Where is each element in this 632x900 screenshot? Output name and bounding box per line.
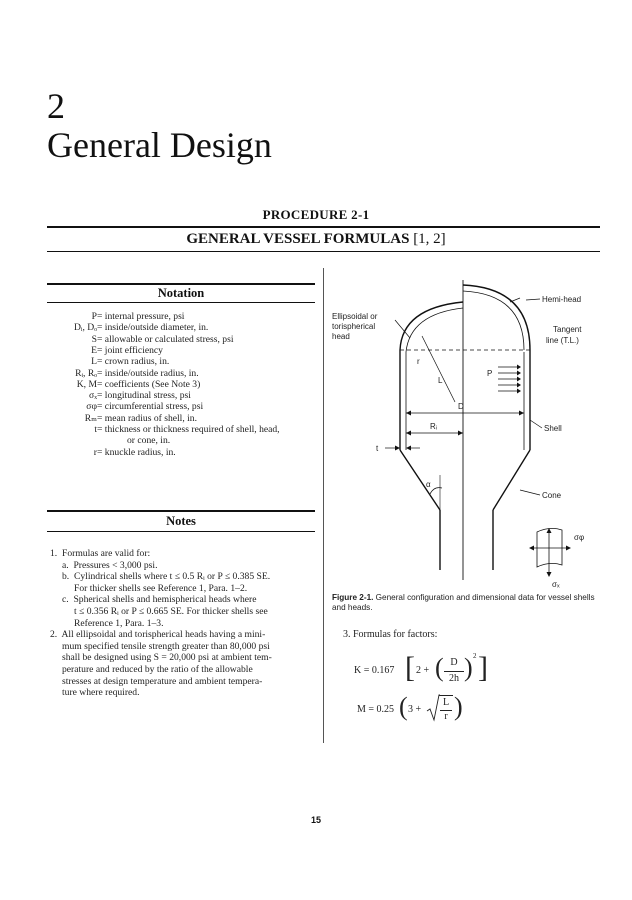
notation-symbol: σₓ <box>89 390 97 402</box>
label-r: r <box>417 357 420 366</box>
formula-K-den: 2h <box>449 673 459 684</box>
notation-row <box>50 334 233 345</box>
formula-M-paren-open: ( <box>399 692 408 721</box>
label-shell: Shell <box>544 424 562 433</box>
formula-M-paren-close: ) <box>454 692 463 721</box>
formula-K-bracket-close: ] <box>478 651 488 684</box>
notation-definition: = circumferential stress, psi <box>97 401 204 413</box>
notation-rule-top <box>47 283 315 285</box>
procedure-label: PROCEDURE 2-1 <box>262 207 370 222</box>
notation-row <box>50 356 169 367</box>
label-cone: Cone <box>542 491 562 500</box>
notation-definition: = joint efficiency <box>97 344 163 356</box>
formula-K-exp: 2 <box>473 652 477 660</box>
notation-definition: = thickness or thickness required of shell, head, <box>97 424 280 435</box>
procedure-rule-bottom <box>47 251 600 252</box>
hemi-head-outline <box>463 285 530 350</box>
notes-list <box>50 548 272 699</box>
column-divider <box>323 268 324 743</box>
notation-definition: = longitudinal stress, psi <box>97 390 191 402</box>
vessel-diagram <box>330 280 610 590</box>
figure-caption-text: General configuration and dimensional data for vessel shells and heads. <box>332 593 595 613</box>
formula-M-num: L <box>442 697 450 708</box>
notes-line: perature and reduced by the ratio of the allowable <box>50 663 253 675</box>
notation-row <box>50 322 208 333</box>
formula-K-num: D <box>450 657 458 668</box>
notation-row <box>50 345 163 356</box>
sqrt-icon <box>426 694 440 722</box>
notation-symbol: σφ <box>86 401 97 413</box>
notation-row <box>50 413 197 424</box>
formula-K-paren-open: ( <box>435 653 444 682</box>
notation-row <box>50 424 280 435</box>
notes-line: c. Spherical shells and hemispherical heads where <box>50 594 257 606</box>
label-Ri: Rᵢ <box>430 422 438 431</box>
notation-definition: or cone, in. <box>127 435 171 447</box>
formula-M-sqrt-bar <box>439 695 453 696</box>
page-number: 15 <box>310 815 321 825</box>
notation-row <box>50 401 203 412</box>
notation-symbol: t <box>94 424 97 435</box>
notes-line: Reference 1, Para. 1–3. <box>50 617 164 629</box>
notation-definition: = mean radius of shell, in. <box>97 412 197 424</box>
notes-rule-top <box>47 510 315 512</box>
notation-symbol: Dᵢ, Dₒ <box>74 322 97 334</box>
figure-caption <box>332 593 607 614</box>
formula-K-paren-close: ) <box>464 653 473 682</box>
formulas-intro: 3. Formulas for factors: <box>343 629 438 640</box>
notation-definition: = allowable or calculated stress, psi <box>97 333 234 345</box>
label-sigma-phi: σφ <box>574 533 585 542</box>
notation-definition: = coefficients (See Note 3) <box>97 378 201 390</box>
label-P: P <box>487 369 493 378</box>
notation-symbol: K, M <box>76 378 97 390</box>
notes-line: 1. Formulas are valid for: <box>50 548 151 559</box>
notes-rule-bottom <box>47 531 315 532</box>
notation-row <box>50 311 184 322</box>
notation-symbol: E <box>91 344 97 356</box>
notes-line: 2. All ellipsoidal and torispherical heads having a mini- <box>50 629 266 641</box>
formula-K-lhs: K = 0.167 <box>354 665 395 676</box>
label-tangent-2: line (T.L.) <box>546 336 579 345</box>
notation-row <box>50 379 200 390</box>
notation-row <box>50 447 176 458</box>
chapter-number: 2 <box>47 86 65 126</box>
label-ellipsoidal-3: head <box>332 332 350 341</box>
label-ellipsoidal-2: torispherical <box>332 322 376 331</box>
label-tangent-1: Tangent <box>553 325 582 334</box>
notes-line: ture where required. <box>50 687 140 699</box>
formula-M-den: r <box>444 711 448 722</box>
notation-heading: Notation <box>157 286 205 300</box>
formula-K-bracket-open: [ <box>405 651 415 684</box>
cone-right-wall <box>493 450 530 510</box>
notation-definition: = knuckle radius, in. <box>97 446 176 458</box>
notation-symbol: S <box>91 333 97 345</box>
procedure-title <box>0 231 632 248</box>
notes-line: t ≤ 0.356 Rᵢ or P ≤ 0.665 SE. For thicker shells see <box>50 605 268 617</box>
notes-heading: Notes <box>166 514 196 528</box>
notation-row <box>50 435 170 446</box>
notation-definition: = crown radius, in. <box>97 356 170 368</box>
notation-row <box>50 390 191 401</box>
procedure-title-text: GENERAL VESSEL FORMULAS <box>186 231 410 247</box>
label-t: t <box>376 444 379 453</box>
label-ellipsoidal-1: Ellipsoidal or <box>332 312 378 321</box>
formula-K-two: 2 + <box>416 665 430 676</box>
procedure-refs: [1, 2] <box>413 231 446 247</box>
chapter-title: General Design <box>47 125 272 165</box>
formula-K-fraction-bar <box>444 671 464 672</box>
notation-symbol: L <box>91 356 97 368</box>
notation-symbol: r <box>93 446 97 458</box>
label-alpha: α <box>426 480 431 489</box>
notation-symbol: P <box>91 311 97 322</box>
notes-line: stresses at design temperature and ambient tempera- <box>50 675 263 687</box>
cone-left-wall <box>400 450 440 510</box>
notation-symbol: Rₘ <box>84 412 97 424</box>
notation-rule-bottom <box>47 302 315 303</box>
notation-symbol: Rᵢ, Rₒ <box>75 367 97 379</box>
notes-line: a. Pressures < 3,000 psi. <box>50 559 158 571</box>
notation-row <box>50 368 199 379</box>
notes-line: b. Cylindrical shells where t ≤ 0.5 Rᵢ or P ≤ 0.385 SE. <box>50 571 271 583</box>
notes-line: shall be designed using S = 20,000 psi at ambient tem- <box>50 652 272 664</box>
label-D: D <box>458 402 464 411</box>
notation-definition: = internal pressure, psi <box>97 311 185 322</box>
procedure-rule-top <box>47 226 600 228</box>
notation-definition: = inside/outside radius, in. <box>97 367 199 379</box>
formula-M-lhs: M = 0.25 <box>357 704 395 715</box>
label-sigma-x: σₓ <box>552 580 560 589</box>
figure-caption-label: Figure 2-1. <box>332 593 374 602</box>
notation-definition: = inside/outside diameter, in. <box>97 322 209 334</box>
notes-line: mum specified tensile strength greater than 80,000 psi <box>50 640 270 652</box>
label-L: L <box>438 376 443 385</box>
notes-line: For thicker shells see Reference 1, Para. 1–2. <box>50 582 248 594</box>
formula-M-three: 3 + <box>408 704 422 715</box>
label-hemi-head: Hemi-head <box>542 295 582 304</box>
